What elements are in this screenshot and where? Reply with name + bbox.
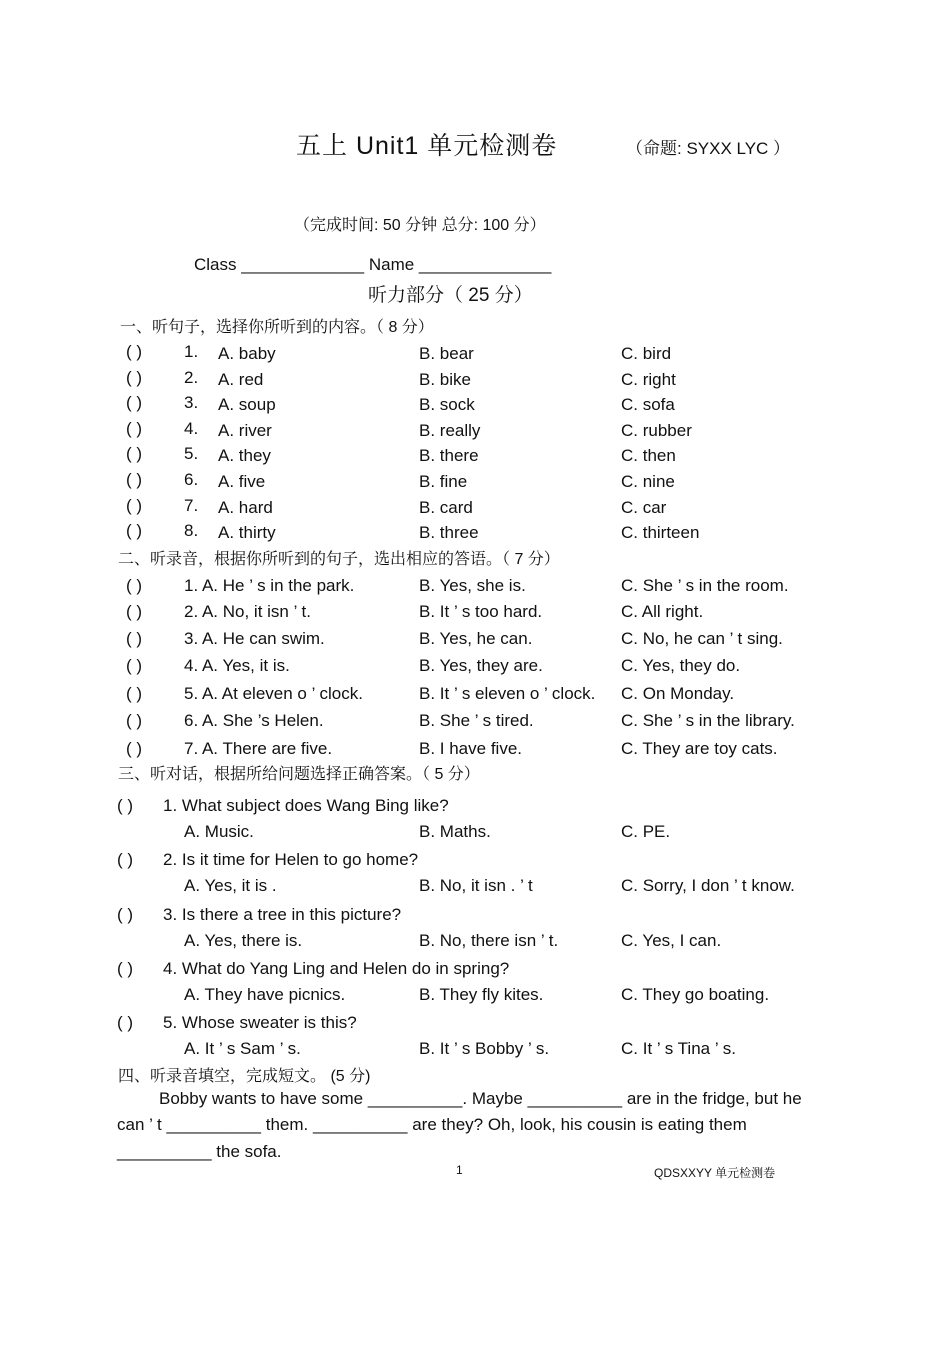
section-4-title: 四、听录音填空，完成短文。 (5 分)	[118, 1068, 371, 1085]
option-b: B. sock	[419, 395, 475, 415]
option-b: B. They fly kites.	[419, 985, 544, 1004]
option-a: 5. A. At eleven o ’ clock.	[184, 684, 363, 703]
option-b: B. Yes, he can.	[419, 629, 533, 648]
question-number: 2.	[184, 367, 199, 387]
page-number: 1	[456, 1163, 463, 1177]
answer-blank[interactable]: ( )	[126, 576, 143, 595]
option-a: A. Yes, it is .	[184, 876, 277, 895]
option-c: C. All right.	[621, 602, 704, 621]
answer-blank[interactable]: ( )	[126, 393, 143, 413]
option-c: C. No, he can ’ t sing.	[621, 629, 783, 648]
question-text: 2. Is it time for Helen to go home?	[163, 850, 419, 869]
option-c: C. On Monday.	[621, 684, 735, 703]
option-c: C. She ’ s in the room.	[621, 576, 789, 595]
answer-blank[interactable]: ( )	[117, 959, 134, 978]
class-name-line: Class _____________ Name ______________	[194, 255, 552, 274]
option-b: B. there	[419, 446, 479, 466]
option-b: B. She ’ s tired.	[419, 711, 534, 730]
option-a: 6. A. She ’s Helen.	[184, 711, 324, 730]
question-text: 4. What do Yang Ling and Helen do in spring?	[163, 959, 510, 978]
option-c: C. Yes, they do.	[621, 656, 741, 675]
option-a: A. baby	[218, 344, 276, 363]
passage-line-3: __________ the sofa.	[117, 1142, 282, 1161]
option-c: C. PE.	[621, 822, 671, 841]
option-a: A. Music.	[184, 822, 254, 841]
option-a: 2. A. No, it isn ’ t.	[184, 602, 311, 621]
option-b: B. Yes, they are.	[419, 656, 543, 675]
option-b: B. No, it isn . ’ t	[419, 876, 533, 895]
option-b: B. bear	[419, 344, 474, 363]
section-1-title: 一、听句子，选择你所听到的内容。（ 8 分）	[120, 319, 434, 336]
page-title: 五上 Unit1 单元检测卷	[296, 132, 558, 160]
answer-blank[interactable]: ( )	[126, 656, 143, 675]
option-c: C. rubber	[621, 420, 692, 440]
answer-blank[interactable]: ( )	[126, 602, 143, 621]
option-c: C. nine	[621, 472, 675, 491]
answer-blank[interactable]: ( )	[117, 850, 134, 869]
option-c: C. car	[621, 497, 667, 517]
question-number: 6.	[184, 470, 199, 489]
question-number: 5.	[184, 444, 199, 464]
question-text: 1. What subject does Wang Bing like?	[163, 796, 449, 815]
option-c: C. sofa	[621, 395, 675, 415]
option-b: B. It ’ s too hard.	[419, 602, 543, 621]
option-a: A. five	[218, 472, 266, 491]
question-number: 8.	[184, 521, 199, 541]
option-a: A. soup	[218, 395, 276, 415]
answer-blank[interactable]: ( )	[126, 367, 143, 387]
option-c: C. then	[621, 446, 676, 466]
listening-title: 听力部分（ 25 分）	[368, 285, 533, 306]
option-a: 7. A. There are five.	[184, 739, 333, 758]
answer-blank[interactable]: ( )	[126, 342, 143, 361]
option-c: C. They are toy cats.	[621, 739, 778, 758]
option-a: A. hard	[218, 497, 273, 517]
passage-line-1: Bobby wants to have some __________. Maybe __________ are in the fridge, but he	[159, 1089, 802, 1108]
option-c: C. bird	[621, 344, 672, 363]
option-a: A. Yes, there is.	[184, 931, 303, 950]
option-a: A. they	[218, 446, 271, 466]
answer-blank[interactable]: ( )	[126, 629, 143, 648]
option-a: A. They have picnics.	[184, 985, 346, 1004]
answer-blank[interactable]: ( )	[126, 444, 143, 464]
answer-blank[interactable]: ( )	[126, 418, 143, 438]
option-b: B. fine	[419, 472, 468, 491]
passage-line-2: can ’ t __________ them. __________ are they? Oh, look, his cousin is eating them	[117, 1115, 747, 1134]
option-b: B. really	[419, 420, 481, 440]
answer-blank[interactable]: ( )	[126, 684, 143, 703]
option-c: C. Yes, I can.	[621, 931, 722, 950]
option-a: 1. A. He ’ s in the park.	[184, 576, 355, 595]
answer-blank[interactable]: ( )	[126, 739, 143, 758]
answer-blank[interactable]: ( )	[126, 711, 143, 730]
option-a: 3. A. He can swim.	[184, 629, 325, 648]
section-2-title: 二、听录音，根据你所听到的句子，选出相应的答语。（ 7 分）	[118, 551, 560, 568]
answer-blank[interactable]: ( )	[117, 1013, 134, 1032]
option-a: A. river	[218, 420, 272, 440]
option-a: A. It ’ s Sam ’ s.	[184, 1039, 301, 1058]
option-a: A. thirty	[218, 523, 276, 543]
time-info: （完成时间: 50 分钟 总分: 100 分）	[294, 217, 546, 234]
option-b: B. Maths.	[419, 822, 491, 841]
question-number: 3.	[184, 393, 199, 413]
option-c: C. She ’ s in the library.	[621, 711, 795, 730]
answer-blank[interactable]: ( )	[126, 521, 143, 541]
option-b: B. bike	[419, 369, 471, 389]
answer-blank[interactable]: ( )	[117, 905, 134, 924]
author-info: （命题: SYXX LYC ）	[626, 139, 791, 158]
section-3-title: 三、听对话，根据所给问题选择正确答案。（ 5 分）	[118, 766, 480, 783]
option-c: C. right	[621, 369, 676, 389]
option-c: C. It ’ s Tina ’ s.	[621, 1039, 736, 1058]
option-b: B. It ’ s eleven o ’ clock.	[419, 684, 596, 703]
option-b: B. three	[419, 523, 479, 543]
option-b: B. I have five.	[419, 739, 522, 758]
option-b: B. It ’ s Bobby ’ s.	[419, 1039, 550, 1058]
option-a: A. red	[218, 369, 264, 389]
footer-text: QDSXXYY 单元检测卷	[654, 1166, 776, 1180]
answer-blank[interactable]: ( )	[126, 495, 143, 515]
option-b: B. card	[419, 497, 473, 517]
question-number: 4.	[184, 418, 199, 438]
option-c: C. thirteen	[621, 523, 700, 543]
option-c: C. They go boating.	[621, 985, 770, 1004]
option-a: 4. A. Yes, it is.	[184, 656, 290, 675]
option-b: B. No, there isn ’ t.	[419, 931, 559, 950]
question-text: 5. Whose sweater is this?	[163, 1013, 357, 1032]
question-number: 7.	[184, 495, 199, 515]
option-b: B. Yes, she is.	[419, 576, 526, 595]
question-number: 1.	[184, 342, 199, 361]
answer-blank[interactable]: ( )	[117, 796, 134, 815]
answer-blank[interactable]: ( )	[126, 470, 143, 489]
option-c: C. Sorry, I don ’ t know.	[621, 876, 795, 895]
question-text: 3. Is there a tree in this picture?	[163, 905, 402, 924]
